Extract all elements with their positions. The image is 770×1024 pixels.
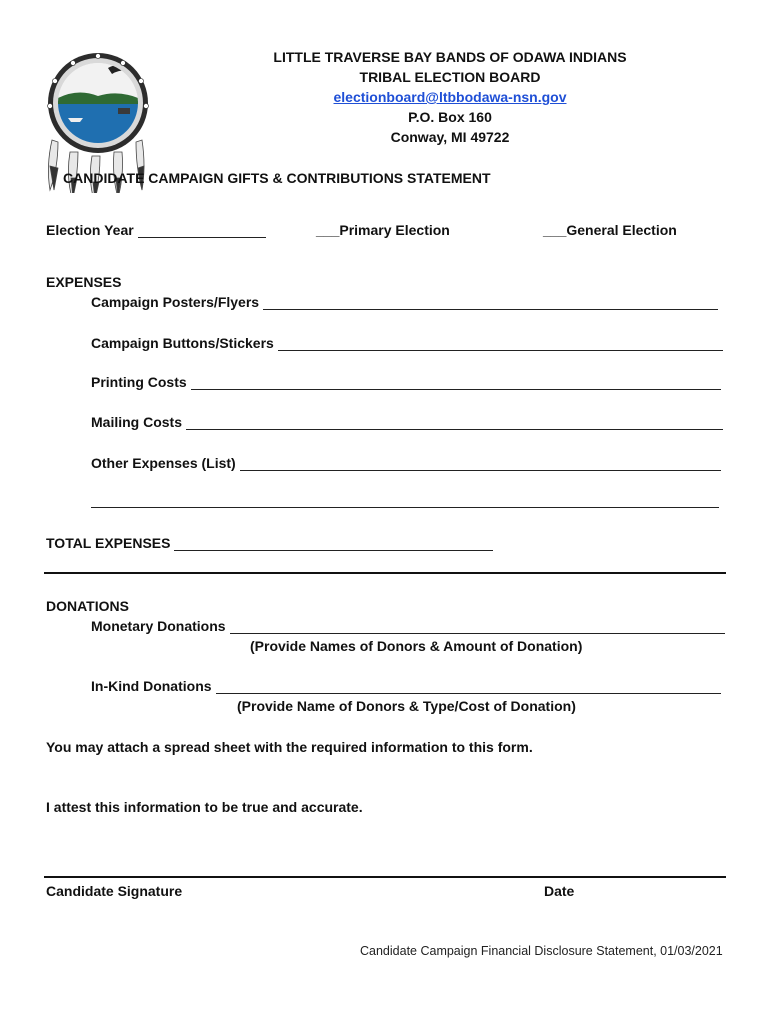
expense-input[interactable] xyxy=(191,377,721,390)
inkind-donations-label: In-Kind Donations xyxy=(91,678,212,694)
city-address: Conway, MI 49722 xyxy=(390,129,510,145)
other-expenses-extra-line[interactable] xyxy=(91,507,719,508)
expense-row-mailing[interactable] xyxy=(91,414,723,430)
expense-label: Mailing Costs xyxy=(91,414,183,430)
expense-row-other[interactable] xyxy=(91,455,721,471)
board-name: TRIBAL ELECTION BOARD xyxy=(359,69,541,85)
attest-statement: I attest this information to be true and accurate. xyxy=(46,799,363,815)
expense-label: Campaign Posters/Flyers xyxy=(91,294,260,310)
monetary-donations-field[interactable] xyxy=(91,618,725,634)
total-expenses-label: TOTAL EXPENSES xyxy=(46,535,171,551)
expense-label: Other Expenses (List) xyxy=(91,455,236,471)
footer-text: Candidate Campaign Financial Disclosure Statement, 01/03/2021 xyxy=(360,944,723,958)
monetary-donations-note: (Provide Names of Donors & Amount of Donation) xyxy=(250,638,583,654)
expense-input[interactable] xyxy=(240,458,721,471)
expense-label: Printing Costs xyxy=(91,374,187,390)
expense-input[interactable] xyxy=(186,417,723,430)
expense-row-posters[interactable] xyxy=(91,294,718,310)
email-line xyxy=(200,89,700,105)
election-year-input[interactable] xyxy=(138,225,266,238)
signature-line[interactable] xyxy=(44,876,726,878)
election-year-field[interactable] xyxy=(46,222,266,238)
expenses-heading: EXPENSES xyxy=(46,274,122,290)
org-name: LITTLE TRAVERSE BAY BANDS OF ODAWA INDIANS xyxy=(273,49,627,65)
attach-note: You may attach a spread sheet with the required information to this form. xyxy=(46,739,533,755)
election-year-label: Election Year xyxy=(46,222,134,238)
expense-row-buttons[interactable] xyxy=(91,335,723,351)
email-link[interactable]: electionboard@ltbbodawa-nsn.gov xyxy=(333,89,567,105)
monetary-donations-label: Monetary Donations xyxy=(91,618,226,634)
form-title: CANDIDATE CAMPAIGN GIFTS & CONTRIBUTIONS STATEMENT xyxy=(63,170,491,186)
primary-election-option[interactable]: ___Primary Election xyxy=(316,222,450,238)
inkind-donations-note: (Provide Name of Donors & Type/Cost of Donation) xyxy=(237,698,576,714)
inkind-donations-input[interactable] xyxy=(216,681,721,694)
total-expenses-field[interactable] xyxy=(46,535,493,551)
candidate-signature-label: Candidate Signature xyxy=(46,883,183,899)
po-box: P.O. Box 160 xyxy=(408,109,492,125)
section-divider xyxy=(44,572,726,574)
monetary-donations-input[interactable] xyxy=(230,621,725,634)
date-label: Date xyxy=(544,883,575,899)
total-expenses-input[interactable] xyxy=(174,538,493,551)
general-election-option[interactable]: ___General Election xyxy=(543,222,677,238)
expense-label: Campaign Buttons/Stickers xyxy=(91,335,274,351)
expense-input[interactable] xyxy=(278,338,723,351)
donations-heading: DONATIONS xyxy=(46,598,129,614)
expense-input[interactable] xyxy=(263,297,718,310)
expense-row-printing[interactable] xyxy=(91,374,721,390)
inkind-donations-field[interactable] xyxy=(91,678,721,694)
